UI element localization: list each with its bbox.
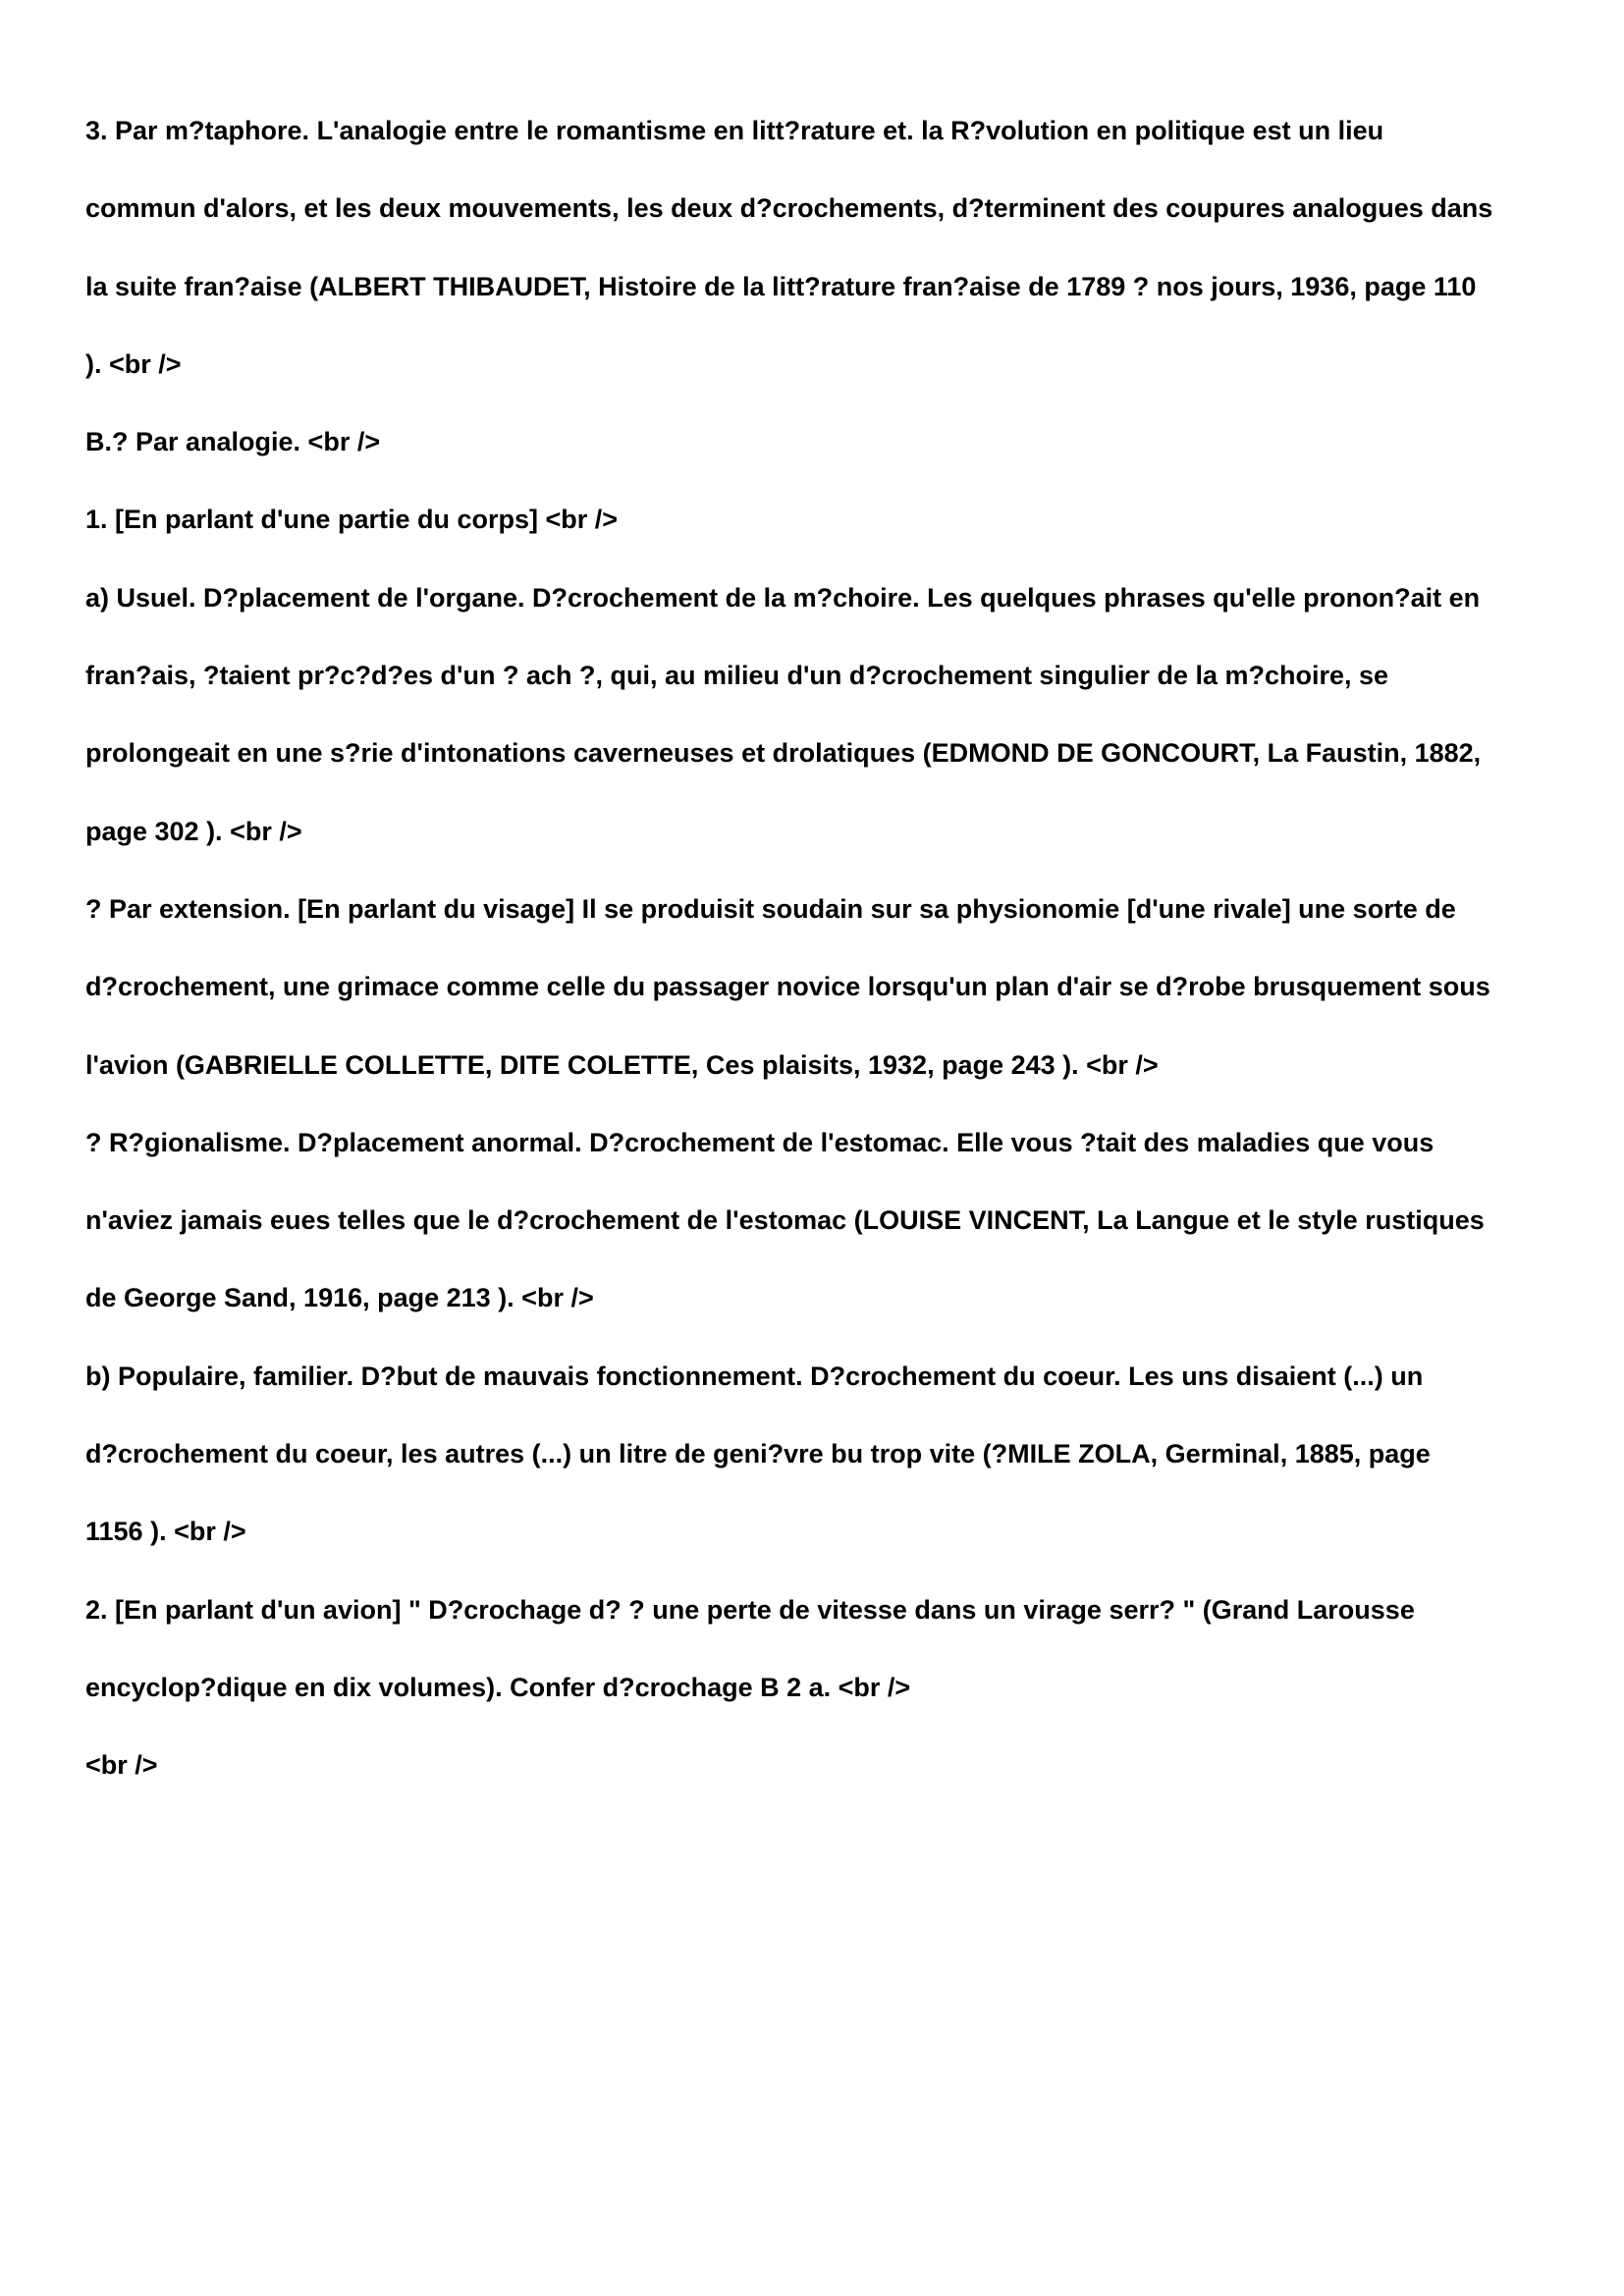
subsection-heading: 1. [En parlant d'une partie du corps] <br />	[85, 505, 619, 535]
text-line: ? R?gionalisme. D?placement anormal. D?crochement de l'estomac. Elle vous ?tait des maladies que vous	[85, 1127, 1435, 1157]
text-line: page 302 ). <br />	[85, 816, 302, 846]
text-line: fran?ais, ?taient pr?c?d?es d'un ? ach ?, qui, au milieu d'un d?crochement singulier de la m?choire, se	[85, 661, 1389, 691]
text-line: 3. Par m?taphore. L'analogie entre le romantisme en litt?rature et. la R?volution en politique est un lieu	[85, 116, 1384, 145]
section-heading: B.? Par analogie. <br />	[85, 427, 381, 457]
subsection-heading: 2. [En parlant d'un avion] " D?crochage d? ? une perte de vitesse dans un virage serr? " (Grand Larousse	[85, 1594, 1415, 1625]
document-body	[85, 92, 1558, 1805]
text-line: commun d'alors, et les deux mouvements, les deux d?crochements, d?terminent des coupures analogues dans	[85, 193, 1493, 224]
text-line: <br />	[85, 1750, 158, 1781]
text-line: ? Par extension. [En parlant du visage] Il se produisit soudain sur sa physionomie [d'une rivale] une sorte de	[85, 893, 1456, 924]
text-line: la suite fran?aise (ALBERT THIBAUDET, Histoire de la litt?rature fran?aise de 1789 ? nos jours, 1936, page 110	[85, 271, 1477, 301]
text-line: encyclop?dique en dix volumes). Confer d?crochage B 2 a. <br />	[85, 1672, 911, 1702]
text-line: l'avion (GABRIELLE COLLETTE, DITE COLETTE, Ces plaisits, 1932, page 243 ). <br />	[85, 1049, 1159, 1080]
text-line: a) Usuel. D?placement de l'organe. D?crochement de la m?choire. Les quelques phrases qu'elle pronon?ait en	[85, 582, 1481, 613]
text-line: ). <br />	[85, 348, 182, 379]
text-line: 1156 ). <br />	[85, 1517, 246, 1547]
text-line: n'aviez jamais eues telles que le d?crochement de l'estomac (LOUISE VINCENT, La Langue et le style rustiques	[85, 1205, 1485, 1236]
text-line: de George Sand, 1916, page 213 ). <br />	[85, 1283, 594, 1313]
text-line: d?crochement du coeur, les autres (...) un litre de geni?vre bu trop vite (?MILE ZOLA, Germinal, 1885, page	[85, 1439, 1431, 1469]
text-line: prolongeait en une s?rie d'intonations caverneuses et drolatiques (EDMOND DE GONCOURT, La Faustin, 1882,	[85, 738, 1482, 769]
text-line: d?crochement, une grimace comme celle du passager novice lorsqu'un plan d'air se d?robe brusquement sous	[85, 972, 1490, 1002]
text-line: b) Populaire, familier. D?but de mauvais fonctionnement. D?crochement du coeur. Les uns disaient (...) un	[85, 1361, 1424, 1391]
